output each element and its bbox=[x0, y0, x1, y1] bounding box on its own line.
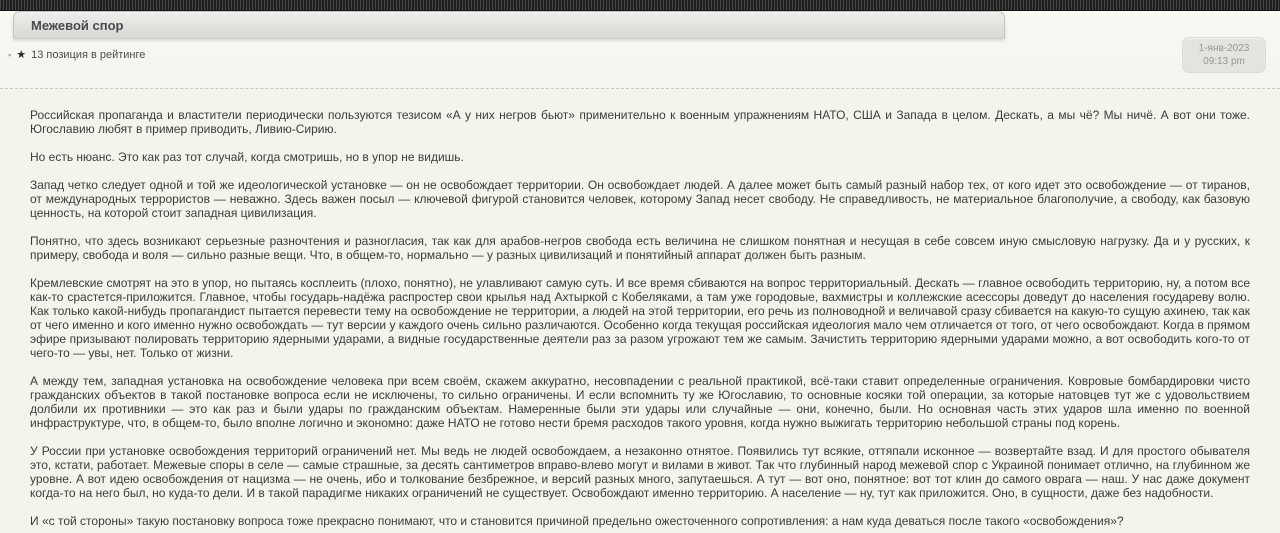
post-paragraph: Кремлевские смотрят на это в упор, но пытаясь косплеить (плохо, понятно), не улавливают самую суть. И все время сбиваются на вопрос территориальный. Дескать — главное освободить территорию, ну, а потом все как-то срастется-приложится. Главное, чтобы государь-надёжа распростер свои крылья над Ахтыркой с Кобеляками, а там уже городовые, вахмистры и коллежские асессоры доведут до населения государеву волю. Как только какой-нибудь пропагандист пытается перевести тему на освобождение не территории, а людей на этой территории, его речь из полноводной и величавой сразу сбивается на какую-то сущую ахинею, так как от чего именно и кого именно нужно освобождать — тут версии у каждого очень сильно различаются. Особенно когда текущая российская идеология мало чем отличается от того, от чего освобождают. Когда в прямом эфире призывают полировать территорию ядерными ударами, а видные государственные деятели раз за разом угрожают тем же самым. Зачистить территорию ядерными ударами можно, а вот освободить кого-то от чего-то — увы, нет. Только от жизни. bbox=[30, 276, 1250, 360]
post-paragraph: И «с той стороны» такую постановку вопроса тоже прекрасно понимают, что и становится причиной предельно ожесточенного сопротивления: а нам куда деваться после такого «освобождения»? bbox=[30, 514, 1124, 528]
post-title: Межевой спор bbox=[31, 17, 124, 33]
star-icon: ★ bbox=[16, 49, 27, 61]
post-paragraph: Понятно, что здесь возникают серьезные разночтения и разногласия, так как для арабов-негров свобода есть величина не слишком понятная и несущая в себе совсем иную смысловую нагрузку. Да и у русских, к примеру, свобода и воля — сильно разные вещи. Что, в общем-то, нормально — у разных цивилизаций и понятийный аппарат должен быть разным. bbox=[30, 234, 1250, 262]
post-body bbox=[0, 89, 1280, 528]
post-date: 1-янв-2023 bbox=[1198, 43, 1250, 54]
post-title-tab[interactable] bbox=[13, 11, 1005, 39]
post-paragraph: Российская пропаганда и властители периодически пользуются тезисом «А у них негров бьют» применительно к военным упражнениям НАТО, США и Запада в целом. Дескать, а мы чё? Мы ничё. А вот они тоже. Югославию любят в пример приводить, Ливию-Сирию. bbox=[30, 108, 1250, 136]
post-paragraph: А между тем, западная установка на освобождение человека при всем своём, скажем аккуратно, несовпадении с реальной практикой, всё-таки ставит определенные ограничения. Ковровые бомбардировки чисто гражданских объектов в такой постановке вопроса если не исключены, то сильно ограничены. И если вспомнить ту же Югославию, то основные косяки той операции, за которые натовцев тут же с удовольствием долбили их противники — это как раз и были удары по гражданским объектам. Намеренные были эти удары или случайные — они, конечно, были. Но основная часть этих ударов шла именно по военной инфраструктуре, что, в общем-то, было вполне логично и экономно: даже НАТО не готово нести бремя расходов такого уровня, когда нужно выжигать территорию небольшой страны под корень. bbox=[30, 374, 1250, 430]
post-meta-row bbox=[8, 48, 1280, 61]
post-time: 09:13 pm bbox=[1203, 56, 1245, 67]
post-paragraph: Но есть нюанс. Это как раз тот случай, когда смотришь, но в упор не видишь. bbox=[30, 150, 464, 164]
top-border-bar bbox=[0, 0, 1280, 11]
post-date-badge[interactable] bbox=[1182, 37, 1266, 73]
post-header bbox=[0, 11, 1280, 88]
post-paragraph: Запад четко следует одной и той же идеологической установке — он не освобождает территории. Он освобождает людей. А далее может быть самый разный набор тех, от кого идет это освобождение — от тиранов, от международных террористов — неважно. Здесь важен посыл — ключевой фигурой становится человек, которому Запад несет свободу. Не справедливость, не материальное благополучие, а свободу, как базовую ценность, на которой стоит западная цивилизация. bbox=[30, 178, 1250, 220]
list-bullet-icon: ▪ bbox=[8, 49, 12, 60]
rating-position-link[interactable]: 13 позиция в рейтинге bbox=[31, 48, 146, 61]
post-paragraph: У России при установке освобождения территорий ограничений нет. Мы ведь не людей освобождаем, а незаконно отнятое. Появились тут всякие, оттяпали исконное — возвертайте взад. И для простого обывателя это, кстати, работает. Межевые споры в селе — самые страшные, за десять сантиметров вправо-влево могут и вилами в живот. Так что глубинный народ межевой спор с Украиной понимает отлично, на глубинном же уровне. А вот идею освобождения от нацизма — не очень, ибо и толкование безбрежное, и версий разных много, запутаешься. А тут — вот оно, понятное: вот тот клин до самого оврага — наш. У нас даже документ когда-то на него был, но куда-то дели. И в такой парадигме никаких ограничений не существует. Освобождают именно территорию. А население — ну, тут как приложится. Оно, в сущности, даже без надобности. bbox=[30, 444, 1250, 500]
